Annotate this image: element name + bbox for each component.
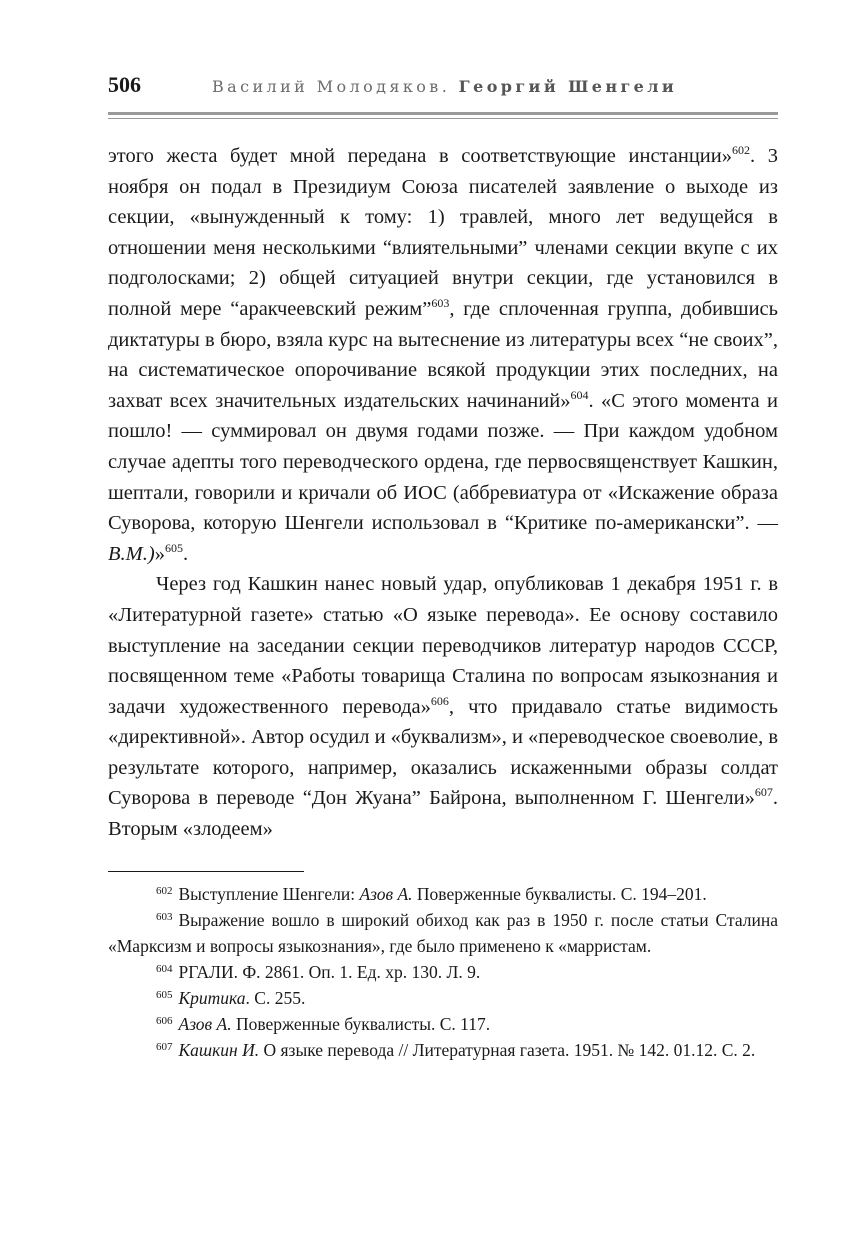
footnote-rule	[108, 871, 304, 872]
footnote-ref: 603	[431, 295, 450, 310]
text-run: Поверженные буквалисты. С. 194–201.	[412, 883, 707, 904]
text-run: Поверженные буквалисты. С. 117.	[231, 1013, 491, 1034]
italic-text: Азов А.	[178, 1013, 232, 1034]
footnote-text	[179, 884, 707, 904]
footnote-ref: 607	[754, 785, 773, 800]
text-run: Выступление Шенгели:	[178, 883, 360, 904]
text-run: . С. 255.	[245, 987, 306, 1008]
footnote	[108, 1037, 778, 1063]
footnote-ref: 605	[164, 540, 183, 555]
footnote	[108, 881, 778, 907]
text-run: Выражение вошло в широкий обиход как раз в 1950 г. после статьи Сталина «Марксизм и вопросы языкознания», где было применено к «марристам.	[108, 909, 778, 956]
header-rule-thick	[108, 112, 778, 115]
footnote	[108, 985, 778, 1011]
footnote	[108, 959, 778, 985]
italic-text: Азов А.	[359, 883, 413, 904]
paragraph	[108, 141, 778, 569]
footnote	[108, 1011, 778, 1037]
footnote	[108, 907, 778, 959]
running-title-book: Георгий Шенгели	[458, 77, 678, 96]
italic-text: Кашкин И.	[178, 1039, 260, 1060]
footnote-text	[179, 1040, 756, 1060]
footnote-number: 603	[156, 910, 173, 923]
running-head	[108, 72, 778, 106]
footnote-text	[108, 910, 778, 956]
text-run: . Вторым «злодеем»	[108, 787, 778, 841]
footnotes	[108, 881, 778, 1063]
footnote-ref: 602	[732, 143, 750, 157]
footnote-number: 604	[156, 962, 173, 975]
paragraph	[108, 569, 778, 844]
footnote-ref: 604	[570, 387, 589, 402]
text-run: »	[154, 542, 165, 565]
text-run: О языке перевода // Литературная газета. 1951. № 142. 01.12. С. 2.	[259, 1039, 756, 1060]
page-number: 506	[108, 72, 141, 97]
text-run: РГАЛИ. Ф. 2861. Оп. 1. Ед. хр. 130. Л. 9.	[178, 961, 481, 982]
footnote-text	[179, 962, 481, 982]
footnote-number: 602	[156, 884, 173, 897]
text-run: .	[182, 542, 189, 565]
footnote-text	[179, 988, 306, 1008]
italic-text: Критика	[178, 987, 246, 1008]
footnote-number: 605	[156, 988, 173, 1001]
italic-text: В.М.)	[108, 542, 155, 565]
book-page	[108, 72, 778, 1063]
body-text	[108, 141, 778, 845]
header-rule-thin	[108, 118, 778, 119]
running-title-author: Василий Молодяков.	[212, 77, 459, 96]
footnote-ref: 606	[430, 693, 449, 708]
running-title	[212, 77, 677, 96]
text-run: . 3 ноября он подал в Президиум Союза писателей заявление о выходе из секции, «вынужденный к тому: 1) травлей, много лет ведущейся в отношении меня несколькими “влиятельными” членами секции вкупе с их подголосками; 2) общей ситуацией внутри секции, где установился в полной мере “аракчеевский режим”	[108, 145, 779, 320]
footnote-number: 607	[156, 1040, 173, 1053]
footnote-text	[179, 1014, 491, 1034]
footnote-number: 606	[156, 1014, 173, 1027]
text-run: Через год Кашкин нанес новый удар, опубликовав 1 декабря 1951 г. в «Литературной газете» статью «О языке перевода». Ее основу составило выступление на заседании секции переводчиков литератур народов СССР, посвященном теме «Работы товарища Сталина по вопросам языкознания и задачи художественного перевода»	[108, 573, 778, 718]
text-run: , где сплоченная группа, добившись диктатуры в бюро, взяла курс на вытеснение из литературы всех “не своих”, на систематическое опорочивание всякой продукции этих последних, на захват всех значительных издательских начинаний»	[108, 297, 778, 412]
text-run: , что придавало статье видимость «директивной». Автор осудил и «буквализм», и «переводческое своеволие, в результате которого, например, оказались искаженными образы солдат Суворова в переводе “Дон Жуана” Байрона, выполненном Г. Шенгели»	[108, 695, 778, 810]
text-run: . «С этого момента и пошло! — суммировал он двумя годами позже. — При каждом удобном случае адепты того переводческого ордена, где первосвященствует Кашкин, шептали, говорили и кричали об ИОС (аббревиатура от «Искажение образа Суворова, которую Шенгели использовал в “Критике по-американски”. —	[108, 389, 778, 535]
text-run: этого жеста будет мной передана в соответствующие инстанции»	[108, 145, 732, 167]
